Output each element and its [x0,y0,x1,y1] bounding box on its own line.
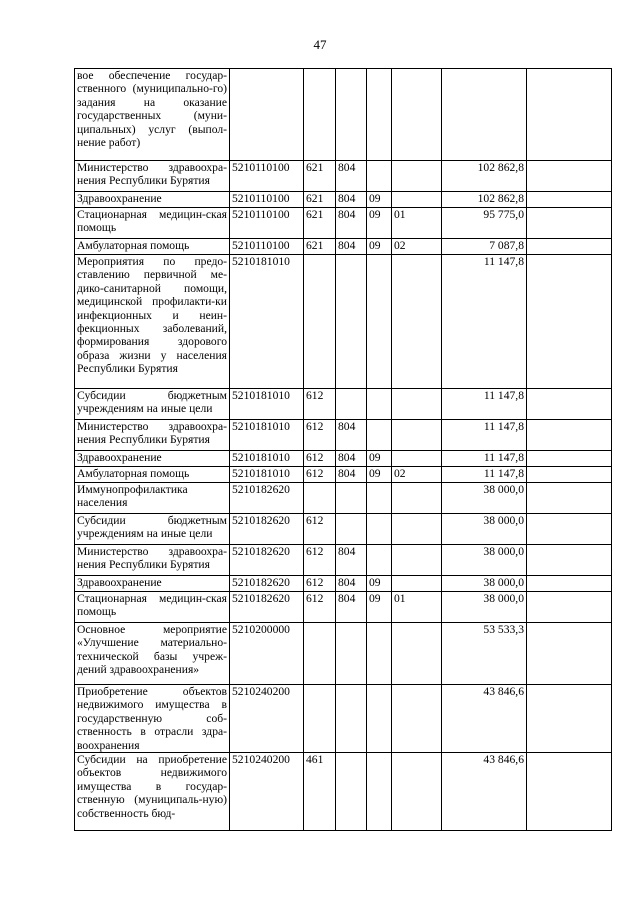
table-row [75,192,612,208]
row-pr-cell: 09 [367,467,392,483]
row-name-cell: Здравоохранение [75,451,230,467]
row-sum-cell [442,69,527,161]
row-kvr-cell: 612 [304,420,336,451]
row-empty-cell [527,514,612,545]
row-name-cell: Министерство здравоохра-нения Республики Бурятия [75,420,230,451]
row-pr-cell [367,623,392,685]
row-pp-cell [392,69,442,161]
row-rz-cell: 804 [336,451,367,467]
row-pr-cell [367,389,392,420]
row-code-cell: 5210110100 [230,239,304,255]
row-rz-cell: 804 [336,161,367,192]
row-rz-cell: 804 [336,576,367,592]
row-sum-cell: 11 147,8 [442,451,527,467]
row-code-cell: 5210181010 [230,451,304,467]
row-sum-cell: 11 147,8 [442,255,527,389]
row-empty-cell [527,192,612,208]
table-row [75,483,612,514]
row-pr-cell: 09 [367,451,392,467]
row-pr-cell: 09 [367,208,392,239]
table-row [75,420,612,451]
row-pp-cell: 02 [392,467,442,483]
row-name-cell: Здравоохранение [75,192,230,208]
row-sum-cell: 53 533,3 [442,623,527,685]
row-kvr-cell: 612 [304,592,336,623]
row-sum-cell: 38 000,0 [442,576,527,592]
row-code-cell [230,69,304,161]
row-rz-cell [336,389,367,420]
row-code-cell: 5210182620 [230,514,304,545]
row-sum-cell: 7 087,8 [442,239,527,255]
row-kvr-cell: 621 [304,239,336,255]
table-row [75,451,612,467]
row-code-cell: 5210240200 [230,685,304,753]
row-empty-cell [527,483,612,514]
row-empty-cell [527,420,612,451]
row-pr-cell [367,255,392,389]
row-empty-cell [527,239,612,255]
table-row [75,576,612,592]
row-kvr-cell [304,623,336,685]
row-pp-cell [392,161,442,192]
row-rz-cell [336,483,367,514]
row-name-cell: Здравоохранение [75,576,230,592]
row-name-cell: Стационарная медицин-ская помощь [75,208,230,239]
row-empty-cell [527,69,612,161]
row-kvr-cell: 621 [304,192,336,208]
row-rz-cell [336,514,367,545]
row-pp-cell [392,451,442,467]
row-pp-cell [392,576,442,592]
row-code-cell: 5210182620 [230,576,304,592]
row-rz-cell [336,255,367,389]
row-kvr-cell [304,483,336,514]
row-empty-cell [527,451,612,467]
row-name-cell: Субсидии бюджетным учреждениям на иные цели [75,514,230,545]
row-code-cell: 5210110100 [230,161,304,192]
table-row [75,208,612,239]
row-pp-cell [392,685,442,753]
row-rz-cell: 804 [336,467,367,483]
row-name-cell: Основное мероприятие «Улучшение материально-технической базы учреж-дений здравоохранения» [75,623,230,685]
row-name-cell: Амбулаторная помощь [75,467,230,483]
row-pr-cell [367,69,392,161]
row-sum-cell: 102 862,8 [442,192,527,208]
row-code-cell: 5210182620 [230,545,304,576]
row-pr-cell [367,685,392,753]
table-row [75,389,612,420]
row-name-cell: Мероприятия по предо-ставлению первичной ме-дико-санитарной помощи, медицинской профилакти-ки инфекционных и неин-фекционных заболеваний, формирования здорового образа жизни у населения Республики Бурятия [75,255,230,389]
row-pp-cell: 01 [392,208,442,239]
row-rz-cell [336,685,367,753]
row-pp-cell [392,753,442,831]
row-pp-cell: 01 [392,592,442,623]
row-rz-cell: 804 [336,239,367,255]
row-kvr-cell: 612 [304,545,336,576]
row-pp-cell [392,192,442,208]
row-pp-cell [392,545,442,576]
row-code-cell: 5210240200 [230,753,304,831]
table-row [75,467,612,483]
row-code-cell: 5210182620 [230,592,304,623]
row-sum-cell: 11 147,8 [442,420,527,451]
row-code-cell: 5210110100 [230,192,304,208]
row-pr-cell: 09 [367,192,392,208]
row-code-cell: 5210181010 [230,389,304,420]
row-pr-cell [367,514,392,545]
row-sum-cell: 11 147,8 [442,389,527,420]
row-rz-cell: 804 [336,420,367,451]
row-pr-cell [367,161,392,192]
row-pr-cell [367,483,392,514]
row-name-cell: Субсидии на приобретение объектов недвижимого имущества в государ-ственную (муниципаль-ную) собственность бюд- [75,753,230,831]
row-pr-cell: 09 [367,239,392,255]
table-row [75,69,612,161]
row-kvr-cell [304,685,336,753]
row-empty-cell [527,467,612,483]
row-rz-cell: 804 [336,545,367,576]
row-pr-cell [367,753,392,831]
row-empty-cell [527,255,612,389]
row-pp-cell [392,389,442,420]
row-name-cell: Амбулаторная помощь [75,239,230,255]
row-code-cell: 5210110100 [230,208,304,239]
row-rz-cell [336,753,367,831]
row-kvr-cell: 612 [304,514,336,545]
row-sum-cell: 43 846,6 [442,685,527,753]
row-name-cell: Иммунопрофилактика населения [75,483,230,514]
row-kvr-cell: 461 [304,753,336,831]
row-empty-cell [527,576,612,592]
row-name-cell: Министерство здравоохра-нения Республики Бурятия [75,545,230,576]
row-pr-cell: 09 [367,576,392,592]
table-row [75,623,612,685]
row-rz-cell [336,623,367,685]
row-pp-cell: 02 [392,239,442,255]
row-code-cell: 5210181010 [230,467,304,483]
row-rz-cell: 804 [336,208,367,239]
row-empty-cell [527,592,612,623]
row-sum-cell: 38 000,0 [442,545,527,576]
row-sum-cell: 11 147,8 [442,467,527,483]
row-kvr-cell: 612 [304,389,336,420]
budget-table [74,68,612,831]
row-name-cell: Министерство здравоохра-нения Республики Бурятия [75,161,230,192]
row-code-cell: 5210182620 [230,483,304,514]
row-kvr-cell [304,69,336,161]
row-empty-cell [527,685,612,753]
row-sum-cell: 38 000,0 [442,514,527,545]
table-row [75,592,612,623]
row-rz-cell [336,69,367,161]
row-kvr-cell [304,255,336,389]
page-number: 47 [313,37,327,52]
row-rz-cell: 804 [336,592,367,623]
row-pp-cell [392,514,442,545]
row-empty-cell [527,545,612,576]
row-sum-cell: 38 000,0 [442,592,527,623]
table-row [75,255,612,389]
row-pr-cell [367,420,392,451]
table-row [75,545,612,576]
row-kvr-cell: 612 [304,467,336,483]
row-code-cell: 5210181010 [230,255,304,389]
row-pr-cell: 09 [367,592,392,623]
row-code-cell: 5210200000 [230,623,304,685]
table-row [75,239,612,255]
row-empty-cell [527,161,612,192]
row-name-cell: Субсидии бюджетным учреждениям на иные цели [75,389,230,420]
row-sum-cell: 43 846,6 [442,753,527,831]
table-row [75,161,612,192]
row-rz-cell: 804 [336,192,367,208]
row-empty-cell [527,208,612,239]
row-code-cell: 5210181010 [230,420,304,451]
row-empty-cell [527,623,612,685]
row-kvr-cell: 612 [304,451,336,467]
table-row [75,685,612,753]
row-pp-cell [392,420,442,451]
row-pp-cell [392,255,442,389]
row-kvr-cell: 612 [304,576,336,592]
row-empty-cell [527,389,612,420]
table-row [75,514,612,545]
row-kvr-cell: 621 [304,208,336,239]
row-pp-cell [392,623,442,685]
row-name-cell: Приобретение объектов недвижимого имущества в государственную соб-ственность в отрасли здра-воохранения [75,685,230,753]
row-empty-cell [527,753,612,831]
row-name-cell: Стационарная медицин-ская помощь [75,592,230,623]
row-pr-cell [367,545,392,576]
budget-table-body [75,69,612,831]
row-sum-cell: 38 000,0 [442,483,527,514]
table-row [75,753,612,831]
row-name-cell: вое обеспечение государ-ственного (муниципально-го) задания на оказание государственных (муни-ципальных) услуг (выпол-нение работ) [75,69,230,161]
row-sum-cell: 95 775,0 [442,208,527,239]
row-kvr-cell: 621 [304,161,336,192]
row-pp-cell [392,483,442,514]
row-sum-cell: 102 862,8 [442,161,527,192]
